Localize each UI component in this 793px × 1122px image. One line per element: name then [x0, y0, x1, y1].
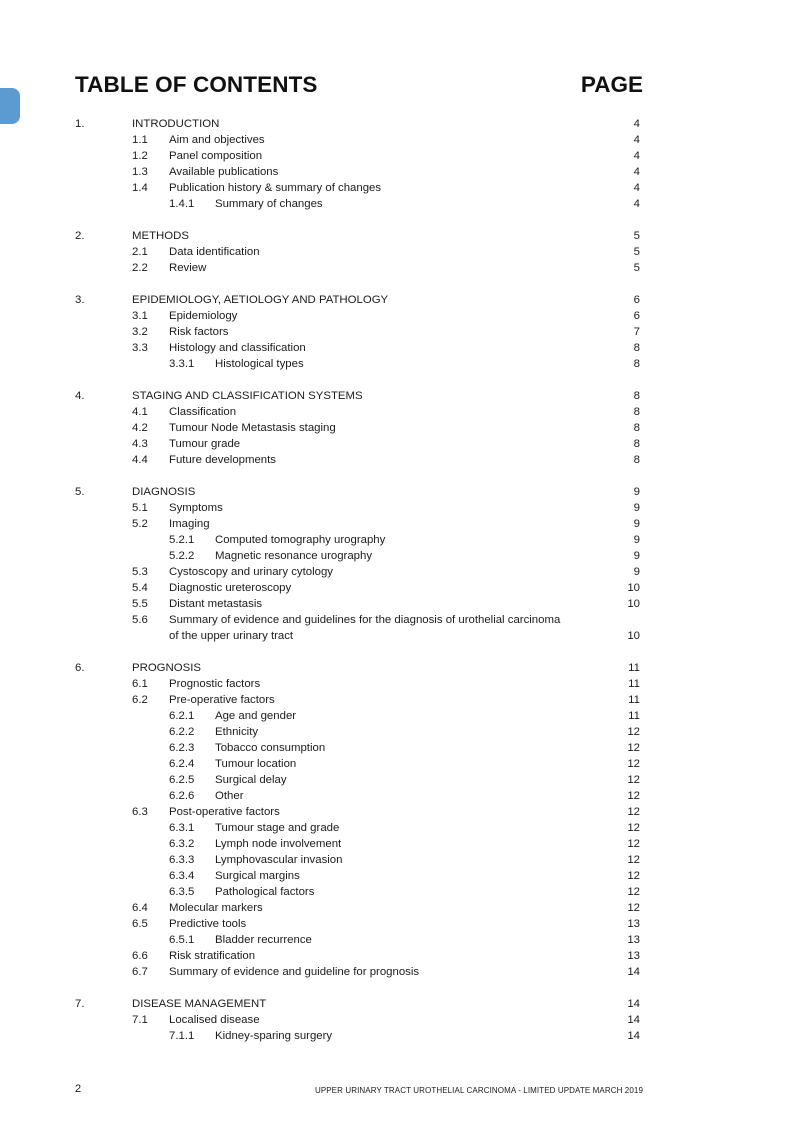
toc-entry-number: 3.3.1	[169, 358, 195, 370]
toc-entry-page: 12	[627, 790, 640, 802]
toc-entry-page: 9	[633, 486, 640, 498]
toc-entry-number: 4.3	[132, 438, 148, 450]
toc-entry-number: 2.	[75, 230, 85, 242]
toc-entry-page: 10	[627, 598, 640, 610]
toc-entry-number: 6.4	[132, 902, 148, 914]
toc-entry-title: Symptoms	[169, 502, 223, 514]
toc-entry[interactable]	[0, 340, 793, 356]
toc-entry-page: 14	[627, 1030, 640, 1042]
toc-entry-number: 3.1	[132, 310, 148, 322]
page-footer	[75, 1083, 643, 1099]
toc-entry[interactable]	[0, 244, 793, 260]
toc-entry[interactable]	[0, 324, 793, 340]
toc-entry-page: 6	[633, 294, 640, 306]
toc-entry-page: 12	[627, 822, 640, 834]
toc-entry-number: 1.2	[132, 150, 148, 162]
toc-entry[interactable]	[0, 148, 793, 164]
toc-entry[interactable]	[0, 164, 793, 180]
toc-entry-title: Tumour stage and grade	[215, 822, 340, 834]
toc-entry-title: Age and gender	[215, 710, 297, 722]
footer-document-title: UPPER URINARY TRACT UROTHELIAL CARCINOMA - LIMITED UPDATE MARCH 2019	[314, 1086, 643, 1095]
toc-entry[interactable]	[0, 228, 793, 244]
toc-entry[interactable]	[0, 292, 793, 308]
toc-entry-number: 1.	[75, 118, 85, 130]
toc-entry-page: 9	[633, 534, 640, 546]
toc-entry-title: Data identification	[169, 246, 260, 258]
toc-entry[interactable]	[0, 868, 793, 884]
toc-entry-page: 11	[628, 710, 640, 722]
toc-entry-title: Future developments	[169, 454, 277, 466]
toc-entry-title: METHODS	[132, 230, 189, 242]
toc-entry[interactable]	[0, 676, 793, 692]
toc-entry[interactable]	[0, 740, 793, 756]
toc-entry-page: 8	[633, 406, 640, 418]
toc-entry-title: Kidney-sparing surgery	[215, 1030, 333, 1042]
toc-entry-title: Ethnicity	[215, 726, 259, 738]
toc-entry[interactable]	[0, 692, 793, 708]
toc-entry-number: 4.2	[132, 422, 148, 434]
toc-entry[interactable]	[0, 884, 793, 900]
toc-entry-title: DISEASE MANAGEMENT	[132, 998, 267, 1010]
toc-entry[interactable]	[0, 180, 793, 196]
page-column-label: PAGE	[580, 72, 643, 97]
toc-entry-title: Tumour location	[215, 758, 297, 770]
toc-entry-number: 6.2.6	[169, 790, 195, 802]
toc-entry-page: 12	[627, 806, 640, 818]
toc-entry-title: Pathological factors	[215, 886, 315, 898]
toc-entry-number: 2.2	[132, 262, 148, 274]
toc-entry-page: 5	[633, 230, 640, 242]
toc-entry-number: 6.2.4	[169, 758, 195, 770]
toc-entry-page: 8	[633, 454, 640, 466]
toc-entry-page: 12	[627, 838, 640, 850]
toc-entry[interactable]	[0, 132, 793, 148]
toc-entry-title: DIAGNOSIS	[132, 486, 196, 498]
toc-entry-number: 6.2.2	[169, 726, 195, 738]
toc-entry-number: 1.4	[132, 182, 148, 194]
toc-entry-page: 13	[627, 934, 640, 946]
toc-entry-title: EPIDEMIOLOGY, AETIOLOGY AND PATHOLOGY	[132, 294, 389, 306]
toc-entry-number: 6.2	[132, 694, 148, 706]
toc-entry-page: 12	[627, 742, 640, 754]
toc-entry[interactable]	[0, 436, 793, 452]
toc-entry-title: Surgical margins	[215, 870, 300, 882]
toc-entry-title: Diagnostic ureteroscopy	[169, 582, 292, 594]
toc-entry[interactable]	[0, 772, 793, 788]
toc-entry-title: Prognostic factors	[169, 678, 261, 690]
toc-entry-title: Cystoscopy and urinary cytology	[169, 566, 333, 578]
toc-entry-title: Magnetic resonance urography	[215, 550, 373, 562]
toc-entry-page: 10	[627, 630, 640, 642]
toc-entry-page: 12	[627, 886, 640, 898]
toc-entry-title: PROGNOSIS	[132, 662, 201, 674]
toc-entry-number: 5.4	[132, 582, 148, 594]
toc-entry-page: 4	[633, 198, 640, 210]
toc-entry[interactable]	[0, 964, 793, 980]
toc-entry[interactable]	[0, 580, 793, 596]
toc-entry-page: 4	[633, 166, 640, 178]
toc-entry-title: Aim and objectives	[169, 134, 265, 146]
toc-entry-page: 8	[633, 422, 640, 434]
toc-entry[interactable]	[0, 1012, 793, 1028]
toc-entry-page: 14	[627, 1014, 640, 1026]
toc-entry-page: 12	[627, 854, 640, 866]
toc-entry[interactable]	[0, 612, 793, 628]
toc-entry[interactable]	[0, 932, 793, 948]
toc-entry[interactable]	[0, 996, 793, 1012]
toc-entry-page: 11	[628, 678, 640, 690]
toc-entry-title: Computed tomography urography	[215, 534, 386, 546]
toc-entry-title: STAGING AND CLASSIFICATION SYSTEMS	[132, 390, 363, 402]
toc-entry-title: Distant metastasis	[169, 598, 263, 610]
toc-entry-title: Other	[215, 790, 244, 802]
toc-entry-page: 4	[633, 150, 640, 162]
toc-entry-page: 8	[633, 438, 640, 450]
toc-entry-number: 6.3.4	[169, 870, 195, 882]
toc-entry-number: 1.1	[132, 134, 148, 146]
toc-entry-title: Bladder recurrence	[215, 934, 312, 946]
toc-entry-title: Tumour Node Metastasis staging	[169, 422, 336, 434]
toc-entry-title: Tobacco consumption	[215, 742, 326, 754]
toc-entry[interactable]	[0, 260, 793, 276]
toc-entry-number: 7.1.1	[169, 1030, 195, 1042]
toc-entry-title: INTRODUCTION	[132, 118, 220, 130]
toc-entry-number: 3.3	[132, 342, 148, 354]
toc-entry-page: 11	[628, 694, 640, 706]
toc-entry-page: 13	[627, 950, 640, 962]
toc-entry-page: 7	[633, 326, 640, 338]
toc-entry-number: 6.5.1	[169, 934, 195, 946]
toc-entry-page: 12	[627, 870, 640, 882]
toc-entry-number: 5.2.2	[169, 550, 195, 562]
toc-entry[interactable]	[0, 532, 793, 548]
toc-entry-title: Lymphovascular invasion	[215, 854, 343, 866]
toc-entry-number: 6.3.3	[169, 854, 195, 866]
toc-entry-number: 6.2.5	[169, 774, 195, 786]
toc-entry[interactable]	[0, 196, 793, 212]
toc-entry-number: 6.3	[132, 806, 148, 818]
page-title: TABLE OF CONTENTS	[75, 72, 318, 97]
toc-entry[interactable]	[0, 356, 793, 372]
toc-entry-title: Summary of changes	[215, 198, 323, 210]
toc-entry-page: 9	[633, 550, 640, 562]
toc-entry-title: Lymph node involvement	[215, 838, 342, 850]
toc-entry[interactable]	[0, 916, 793, 932]
toc-entry[interactable]	[0, 820, 793, 836]
toc-entry[interactable]	[0, 388, 793, 404]
toc-entry-page: 10	[627, 582, 640, 594]
toc-entry-page: 8	[633, 342, 640, 354]
toc-entry-title: Surgical delay	[215, 774, 287, 786]
toc-header	[75, 72, 643, 102]
toc-entry-page: 12	[627, 726, 640, 738]
toc-entry-number: 2.1	[132, 246, 148, 258]
toc-entry[interactable]	[0, 452, 793, 468]
toc-entry-number: 6.1	[132, 678, 148, 690]
toc-entry-number: 5.5	[132, 598, 148, 610]
toc-entry-title: Classification	[169, 406, 237, 418]
toc-entry[interactable]	[0, 708, 793, 724]
toc-entry-number: 6.3.1	[169, 822, 195, 834]
toc-entry-page: 9	[633, 518, 640, 530]
toc-entry-number: 6.2.3	[169, 742, 195, 754]
toc-entry-number: 7.1	[132, 1014, 148, 1026]
toc-entry-page: 4	[633, 182, 640, 194]
toc-entry-title: Summary of evidence and guidelines for the diagnosis of urothelial carcinoma	[169, 614, 561, 626]
toc-entry-title: Panel composition	[169, 150, 263, 162]
toc-entry[interactable]	[0, 948, 793, 964]
toc-entry-number: 4.4	[132, 454, 148, 466]
toc-entry-number: 5.	[75, 486, 85, 498]
toc-entry-page: 9	[633, 502, 640, 514]
toc-entry[interactable]	[0, 308, 793, 324]
toc-entry-page: 14	[627, 966, 640, 978]
toc-entry[interactable]	[0, 804, 793, 820]
toc-entry-page: 13	[627, 918, 640, 930]
toc-entry-number: 6.	[75, 662, 85, 674]
toc-entry-title: Histology and classification	[169, 342, 306, 354]
toc-entry-page: 11	[628, 662, 640, 674]
toc-entry[interactable]	[0, 660, 793, 676]
toc-entry-number: 3.2	[132, 326, 148, 338]
toc-entry-title: Molecular markers	[169, 902, 263, 914]
toc-entry-page: 14	[627, 998, 640, 1010]
toc-entry-title: Predictive tools	[169, 918, 247, 930]
toc-entry[interactable]	[0, 724, 793, 740]
toc-entry-title: of the upper urinary tract	[169, 630, 294, 642]
toc-entry-number: 7.	[75, 998, 85, 1010]
toc-entry[interactable]	[0, 900, 793, 916]
toc-entry[interactable]	[0, 596, 793, 612]
toc-entry-number: 5.2	[132, 518, 148, 530]
toc-entry[interactable]	[0, 788, 793, 804]
toc-entry-number: 5.6	[132, 614, 148, 626]
toc-entry-number: 5.3	[132, 566, 148, 578]
toc-entry-title: Summary of evidence and guideline for prognosis	[169, 966, 420, 978]
toc-entry[interactable]	[0, 500, 793, 516]
toc-entry-title: Tumour grade	[169, 438, 241, 450]
toc-entry-number: 5.1	[132, 502, 148, 514]
toc-entry-title: Available publications	[169, 166, 279, 178]
toc-entry-title: Review	[169, 262, 207, 274]
toc-entry[interactable]	[0, 484, 793, 500]
toc-entry-page: 5	[633, 262, 640, 274]
toc-entry[interactable]	[0, 836, 793, 852]
toc-entry[interactable]	[0, 1028, 793, 1044]
toc-entry-number: 1.4.1	[169, 198, 195, 210]
footer-page-number: 2	[75, 1083, 82, 1095]
toc-entry-number: 6.7	[132, 966, 148, 978]
toc-entry-number: 5.2.1	[169, 534, 195, 546]
toc-entry-title: Risk factors	[169, 326, 229, 338]
toc-entry-page: 12	[627, 758, 640, 770]
toc-entry-title: Pre-operative factors	[169, 694, 275, 706]
toc-entry[interactable]	[0, 404, 793, 420]
toc-entry-title: Localised disease	[169, 1014, 260, 1026]
toc-entry[interactable]	[0, 564, 793, 580]
toc-entry[interactable]	[0, 756, 793, 772]
toc-entry-number: 3.	[75, 294, 85, 306]
toc-entry-page: 6	[633, 310, 640, 322]
toc-entry-page: 8	[633, 390, 640, 402]
toc-entry[interactable]	[0, 852, 793, 868]
toc-entry[interactable]	[0, 516, 793, 532]
toc-entry-page: 12	[627, 902, 640, 914]
toc-entry-title: Histological types	[215, 358, 304, 370]
toc-entry-number: 4.1	[132, 406, 148, 418]
toc-entry-page: 4	[633, 118, 640, 130]
toc-entry-title: Imaging	[169, 518, 210, 530]
toc-entry-number: 6.3.2	[169, 838, 195, 850]
toc-entry-number: 6.2.1	[169, 710, 195, 722]
toc-entry-title: Epidemiology	[169, 310, 238, 322]
toc-entry-title: Publication history & summary of changes	[169, 182, 382, 194]
toc-entry-number: 6.5	[132, 918, 148, 930]
toc-entry-number: 1.3	[132, 166, 148, 178]
toc-entry-number: 6.3.5	[169, 886, 195, 898]
toc-entry[interactable]	[0, 548, 793, 564]
toc-entry[interactable]	[0, 420, 793, 436]
toc-entry-page: 8	[633, 358, 640, 370]
toc-entry-title: Risk stratification	[169, 950, 256, 962]
toc-entry-page: 4	[633, 134, 640, 146]
toc-entry[interactable]	[0, 628, 793, 644]
toc-entry-number: 6.6	[132, 950, 148, 962]
toc-entry-page: 12	[627, 774, 640, 786]
toc-entry-page: 5	[633, 246, 640, 258]
toc-entry-page: 9	[633, 566, 640, 578]
toc-entry[interactable]	[0, 116, 793, 132]
toc-entry-number: 4.	[75, 390, 85, 402]
toc-entry-title: Post-operative factors	[169, 806, 280, 818]
